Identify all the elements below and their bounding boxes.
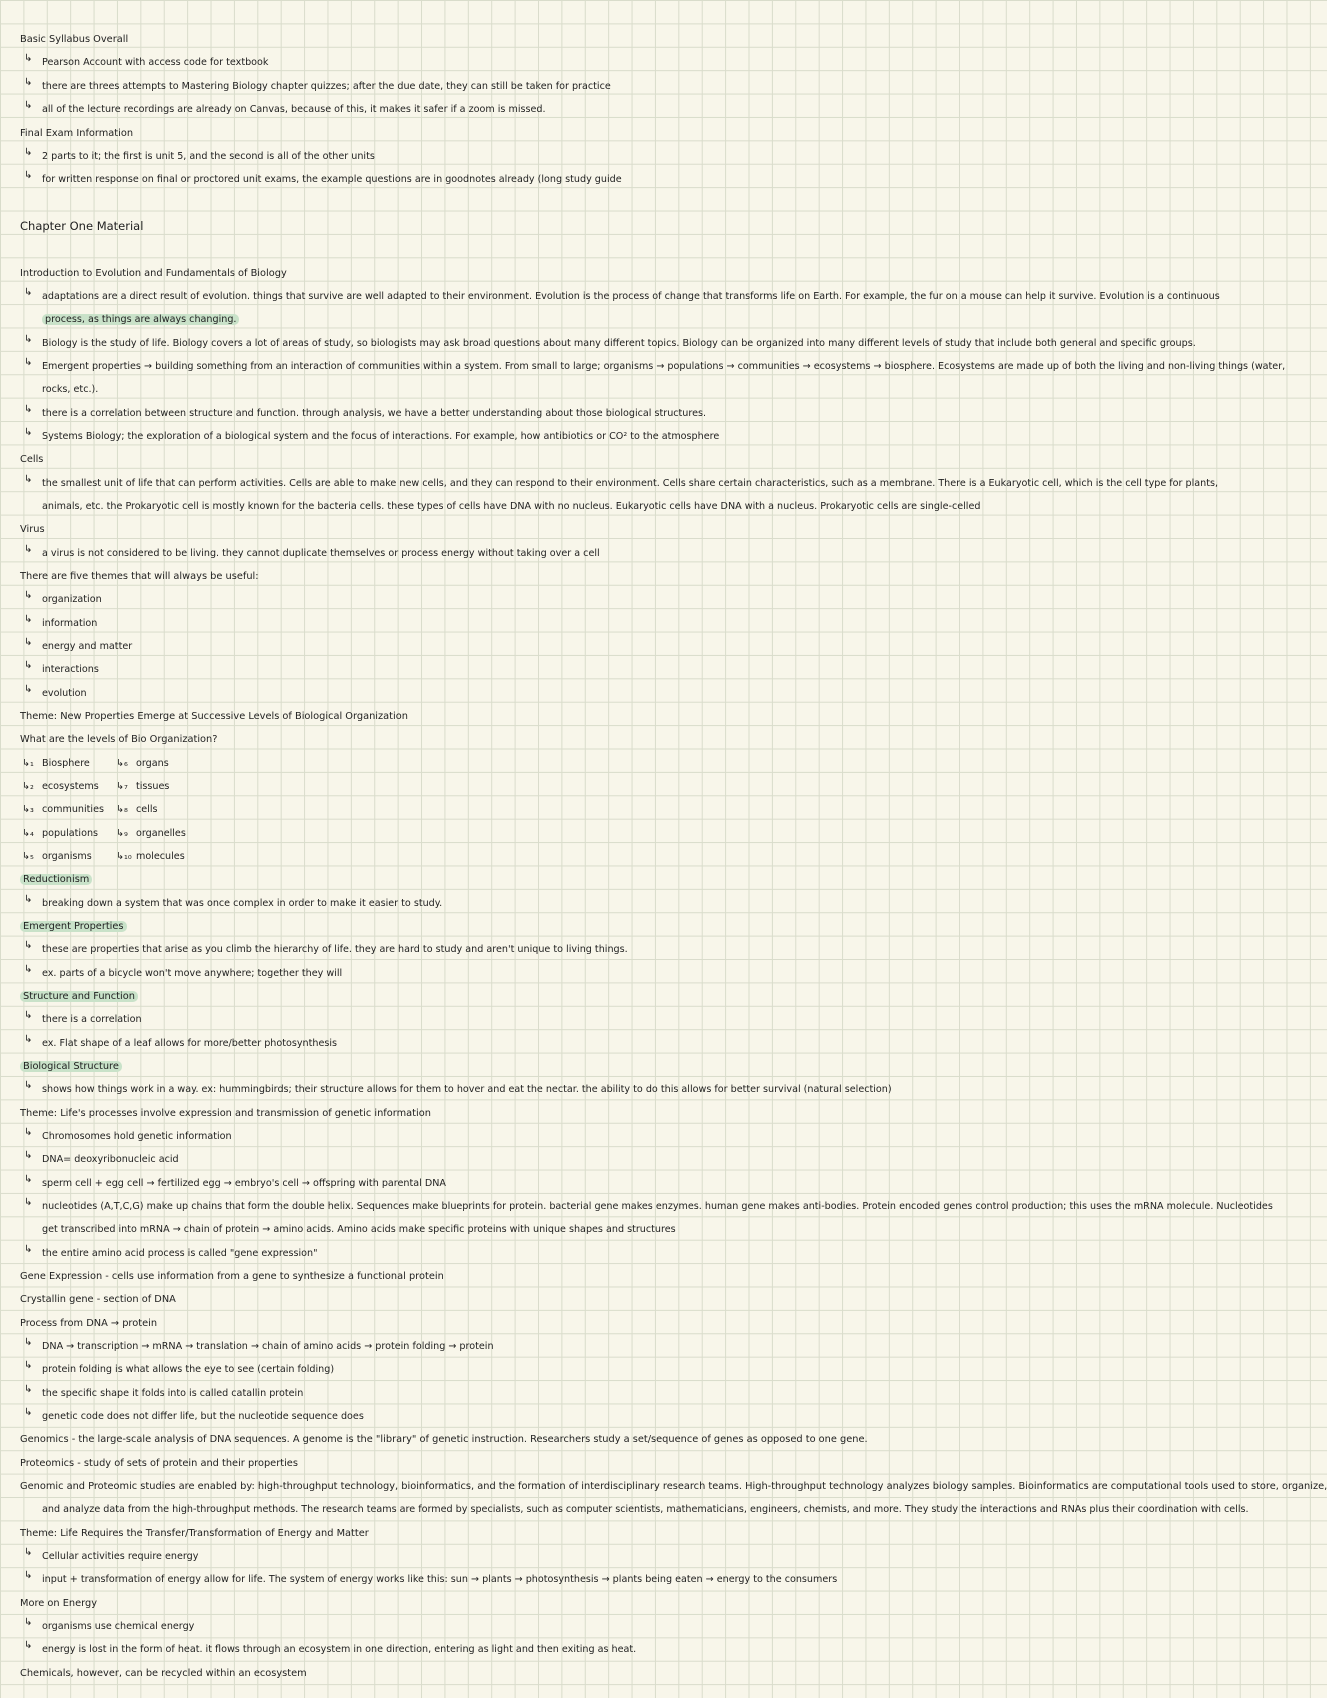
note-line: ↳ 2 parts to it; the first is unit 5, and the second is all of the other units bbox=[42, 145, 1188, 168]
arrow-icon: ↳ bbox=[24, 287, 33, 298]
note-line: ↳ shows how things work in a way. ex: hummingbirds; their structure allows for them to hover and eat the nectar. the ability to do this allows for better survival (natural selection) bbox=[42, 1078, 1188, 1101]
level-mark: ↳₁ bbox=[22, 758, 34, 769]
arrow-icon: ↳ bbox=[24, 334, 33, 345]
arrow-icon: ↳ bbox=[24, 427, 33, 438]
level-mark: ↳₇ bbox=[116, 781, 128, 792]
list-item: ↳ energy and matter bbox=[42, 635, 1188, 658]
note-line: ↳ sperm cell + egg cell → fertilized egg → embryo's cell → offspring with parental DNA bbox=[42, 1172, 1188, 1195]
intro-heading: Introduction to Evolution and Fundamentals of Biology bbox=[20, 268, 287, 279]
note-line: ↳ Systems Biology; the exploration of a biological system and the focus of interactions. For example, how antibiotics or CO² to the atmosphere bbox=[42, 425, 1188, 448]
note-line: ↳ protein folding is what allows the eye to see (certain folding) bbox=[42, 1358, 1188, 1381]
arrow-icon: ↳ bbox=[24, 1360, 33, 1371]
level-mark: ↳₃ bbox=[22, 804, 34, 815]
arrow-icon: ↳ bbox=[24, 1127, 33, 1138]
level-mark: ↳₁₀ bbox=[116, 851, 132, 862]
note-line: ↳ the specific shape it folds into is called catallin protein bbox=[42, 1382, 1188, 1405]
level-item: populations bbox=[42, 828, 99, 839]
note-line: ↳ there are threes attempts to Mastering Biology chapter quizzes; after the due date, they can still be taken for practice bbox=[42, 75, 1188, 98]
arrow-icon: ↳ bbox=[24, 660, 33, 671]
note-line: ↳ Biology is the study of life. Biology covers a lot of areas of study, so biologists may ask broad questions about many different topics. Biology can be organized into many different levels of study that include both general and specific groups. bbox=[42, 332, 1188, 355]
crystallin-line: Crystallin gene - section of DNA bbox=[20, 1294, 176, 1305]
list-item: ↳ information bbox=[42, 612, 1188, 635]
note-line: ↳ adaptations are a direct result of evolution. things that survive are well adapted to their environment. Evolution is the process of change that transforms life on Earth. For example, the fur on a mouse can help it survive. Evolution is a continuous bbox=[42, 285, 1188, 308]
note-line: ↳ breaking down a system that was once complex in order to make it easier to study. bbox=[42, 892, 1188, 915]
arrow-icon: ↳ bbox=[24, 53, 33, 64]
level-item: Biosphere bbox=[42, 758, 90, 769]
level-item: cells bbox=[136, 804, 158, 815]
note-line: ↳ ex. parts of a bicycle won't move anywhere; together they will bbox=[42, 962, 1188, 985]
arrow-icon: ↳ bbox=[24, 474, 33, 485]
theme-genetic-heading: Theme: Life's processes involve expression and transmission of genetic information bbox=[20, 1108, 431, 1119]
note-line: rocks, etc.). bbox=[42, 384, 99, 395]
levels-heading: What are the levels of Bio Organization? bbox=[20, 734, 218, 745]
arrow-icon: ↳ bbox=[24, 1010, 33, 1021]
level-mark: ↳₈ bbox=[116, 804, 128, 815]
process-heading: Process from DNA → protein bbox=[20, 1318, 158, 1329]
note-line: ↳ for written response on final or proctored unit exams, the example questions are in goodnotes already (long study guide bbox=[42, 168, 1188, 191]
note-line: ↳ there is a correlation bbox=[42, 1008, 1188, 1031]
themes-heading: There are five themes that will always be useful: bbox=[20, 571, 259, 582]
note-line: ↳ organisms use chemical energy bbox=[42, 1615, 1188, 1638]
arrow-icon: ↳ bbox=[24, 1407, 33, 1418]
proteomics-line: Proteomics - study of sets of protein and their properties bbox=[20, 1458, 298, 1469]
structure-function-heading: Structure and Function bbox=[20, 985, 1188, 1008]
arrow-icon: ↳ bbox=[24, 590, 33, 601]
arrow-icon: ↳ bbox=[24, 100, 33, 111]
level-mark: ↳₄ bbox=[22, 828, 34, 839]
arrow-icon: ↳ bbox=[24, 637, 33, 648]
note-line: ↳ the entire amino acid process is called "gene expression" bbox=[42, 1242, 1188, 1265]
arrow-icon: ↳ bbox=[24, 544, 33, 555]
note-line: ↳ energy is lost in the form of heat. it flows through an ecosystem in one direction, entering as light and then exiting as heat. bbox=[42, 1638, 1188, 1661]
note-line: ↳ nucleotides (A,T,C,G) make up chains that form the double helix. Sequences make blueprints for protein. bacterial gene makes enzymes. human gene makes anti-bodies. Protein encoded genes control production; this uses the mRNA molecule. Nucleotides bbox=[42, 1195, 1188, 1218]
theme-emerge-heading: Theme: New Properties Emerge at Successive Levels of Biological Organization bbox=[20, 711, 408, 722]
arrow-icon: ↳ bbox=[24, 1174, 33, 1185]
theme-energy-heading: Theme: Life Requires the Transfer/Transformation of Energy and Matter bbox=[20, 1528, 369, 1539]
level-item: ecosystems bbox=[42, 781, 99, 792]
virus-heading: Virus bbox=[20, 524, 45, 535]
note-line: ↳ genetic code does not differ life, but the nucleotide sequence does bbox=[42, 1405, 1188, 1428]
level-item: organelles bbox=[136, 828, 186, 839]
note-line: ↳ a virus is not considered to be living. they cannot duplicate themselves or process energy without taking over a cell bbox=[42, 542, 1188, 565]
genomic-studies-line: Genomic and Proteomic studies are enabled by: high-throughput technology, bioinformatics, and the formation of interdisciplinary research teams. High-throughput technology analyzes biology samples. Bioinformatics are computational tools used to store, organize, bbox=[20, 1481, 1327, 1492]
note-line: animals, etc. the Prokaryotic cell is mostly known for the bacteria cells. these types of cells have DNA with no nucleus. Eukaryotic cells have DNA with a nucleus. Prokaryotic cells are single-celled bbox=[42, 501, 981, 512]
level-item: communities bbox=[42, 804, 104, 815]
level-item: organs bbox=[136, 758, 169, 769]
note-line: get transcribed into mRNA → chain of protein → amino acids. Amino acids make specific proteins with unique shapes and structures bbox=[42, 1224, 676, 1235]
list-item: ↳ organization bbox=[42, 588, 1188, 611]
cells-heading: Cells bbox=[20, 454, 44, 465]
note-line: ↳ there is a correlation between structure and function. through analysis, we have a better understanding about those biological structures. bbox=[42, 402, 1188, 425]
note-line: ↳ Emergent properties → building something from an interaction of communities within a system. From small to large; organisms → populations → communities → ecosystems → biosphere. Ecosystems are made up of both the living and non-living things (water, bbox=[42, 355, 1188, 378]
arrow-icon: ↳ bbox=[24, 1337, 33, 1348]
note-line: ↳ Cellular activities require energy bbox=[42, 1545, 1188, 1568]
reductionism-heading: Reductionism bbox=[20, 868, 1188, 891]
more-energy-heading: More on Energy bbox=[20, 1598, 98, 1609]
level-item: tissues bbox=[136, 781, 170, 792]
arrow-icon: ↳ bbox=[24, 1570, 33, 1581]
level-mark: ↳₆ bbox=[116, 758, 128, 769]
arrow-icon: ↳ bbox=[24, 1197, 33, 1208]
note-line: ↳ the smallest unit of life that can perform activities. Cells are able to make new cells, and they can respond to their environment. Cells share certain characteristics, such as a membrane. There is a Eukaryotic cell, which is the cell type for plants, bbox=[42, 472, 1188, 495]
note-line: ↳ Pearson Account with access code for textbook bbox=[42, 51, 1188, 74]
arrow-icon: ↳ bbox=[24, 1617, 33, 1628]
note-line: ↳ ex. Flat shape of a leaf allows for more/better photosynthesis bbox=[42, 1032, 1188, 1055]
arrow-icon: ↳ bbox=[24, 894, 33, 905]
arrow-icon: ↳ bbox=[24, 1034, 33, 1045]
level-mark: ↳₂ bbox=[22, 781, 34, 792]
arrow-icon: ↳ bbox=[24, 1244, 33, 1255]
note-line: process, as things are always changing. bbox=[42, 308, 1188, 331]
arrow-icon: ↳ bbox=[24, 1547, 33, 1558]
note-line: ↳ DNA → transcription → mRNA → translation → chain of amino acids → protein folding → protein bbox=[42, 1335, 1188, 1358]
level-mark: ↳₉ bbox=[116, 828, 128, 839]
arrow-icon: ↳ bbox=[24, 357, 33, 368]
arrow-icon: ↳ bbox=[24, 684, 33, 695]
level-mark: ↳₅ bbox=[22, 851, 34, 862]
chapter-title: Chapter One Material bbox=[20, 219, 144, 233]
level-item: organisms bbox=[42, 851, 92, 862]
chemicals-line: Chemicals, however, can be recycled within an ecosystem bbox=[20, 1668, 307, 1679]
note-line: ↳ input + transformation of energy allow for life. The system of energy works like this: sun → plants → photosynthesis → plants being eaten → energy to the consumers bbox=[42, 1568, 1188, 1591]
note-line: ↳ all of the lecture recordings are already on Canvas, because of this, it makes it safer if a zoom is missed. bbox=[42, 98, 1188, 121]
bio-structure-heading: Biological Structure bbox=[20, 1055, 1188, 1078]
arrow-icon: ↳ bbox=[24, 940, 33, 951]
emergent-heading: Emergent Properties bbox=[20, 915, 1188, 938]
arrow-icon: ↳ bbox=[24, 1150, 33, 1161]
arrow-icon: ↳ bbox=[24, 1080, 33, 1091]
arrow-icon: ↳ bbox=[24, 1640, 33, 1651]
note-line: ↳ these are properties that arise as you climb the hierarchy of life. they are hard to study and aren't unique to living things. bbox=[42, 938, 1188, 961]
arrow-icon: ↳ bbox=[24, 1384, 33, 1395]
syllabus-heading: Basic Syllabus Overall bbox=[20, 34, 129, 45]
note-line: ↳ DNA= deoxyribonucleic acid bbox=[42, 1148, 1188, 1171]
list-item: ↳ interactions bbox=[42, 658, 1188, 681]
arrow-icon: ↳ bbox=[24, 170, 33, 181]
genomics-line: Genomics - the large-scale analysis of DNA sequences. A genome is the "library" of genetic instruction. Researchers study a set/sequence of genes as opposed to one gene. bbox=[20, 1434, 868, 1445]
arrow-icon: ↳ bbox=[24, 614, 33, 625]
arrow-icon: ↳ bbox=[24, 147, 33, 158]
final-exam-heading: Final Exam Information bbox=[20, 128, 134, 139]
genomic-studies-line: and analyze data from the high-throughput methods. The research teams are formed by specialists, such as computer scientists, mathematicians, engineers, chemists, and more. They study the interactions and RNAs plus their coordination with cells. bbox=[42, 1504, 1249, 1515]
arrow-icon: ↳ bbox=[24, 964, 33, 975]
note-line: ↳ Chromosomes hold genetic information bbox=[42, 1125, 1188, 1148]
level-item: molecules bbox=[136, 851, 185, 862]
list-item: ↳ evolution bbox=[42, 682, 1188, 705]
arrow-icon: ↳ bbox=[24, 404, 33, 415]
arrow-icon: ↳ bbox=[24, 77, 33, 88]
gene-expression-line: Gene Expression - cells use information from a gene to synthesize a functional protein bbox=[20, 1271, 444, 1282]
